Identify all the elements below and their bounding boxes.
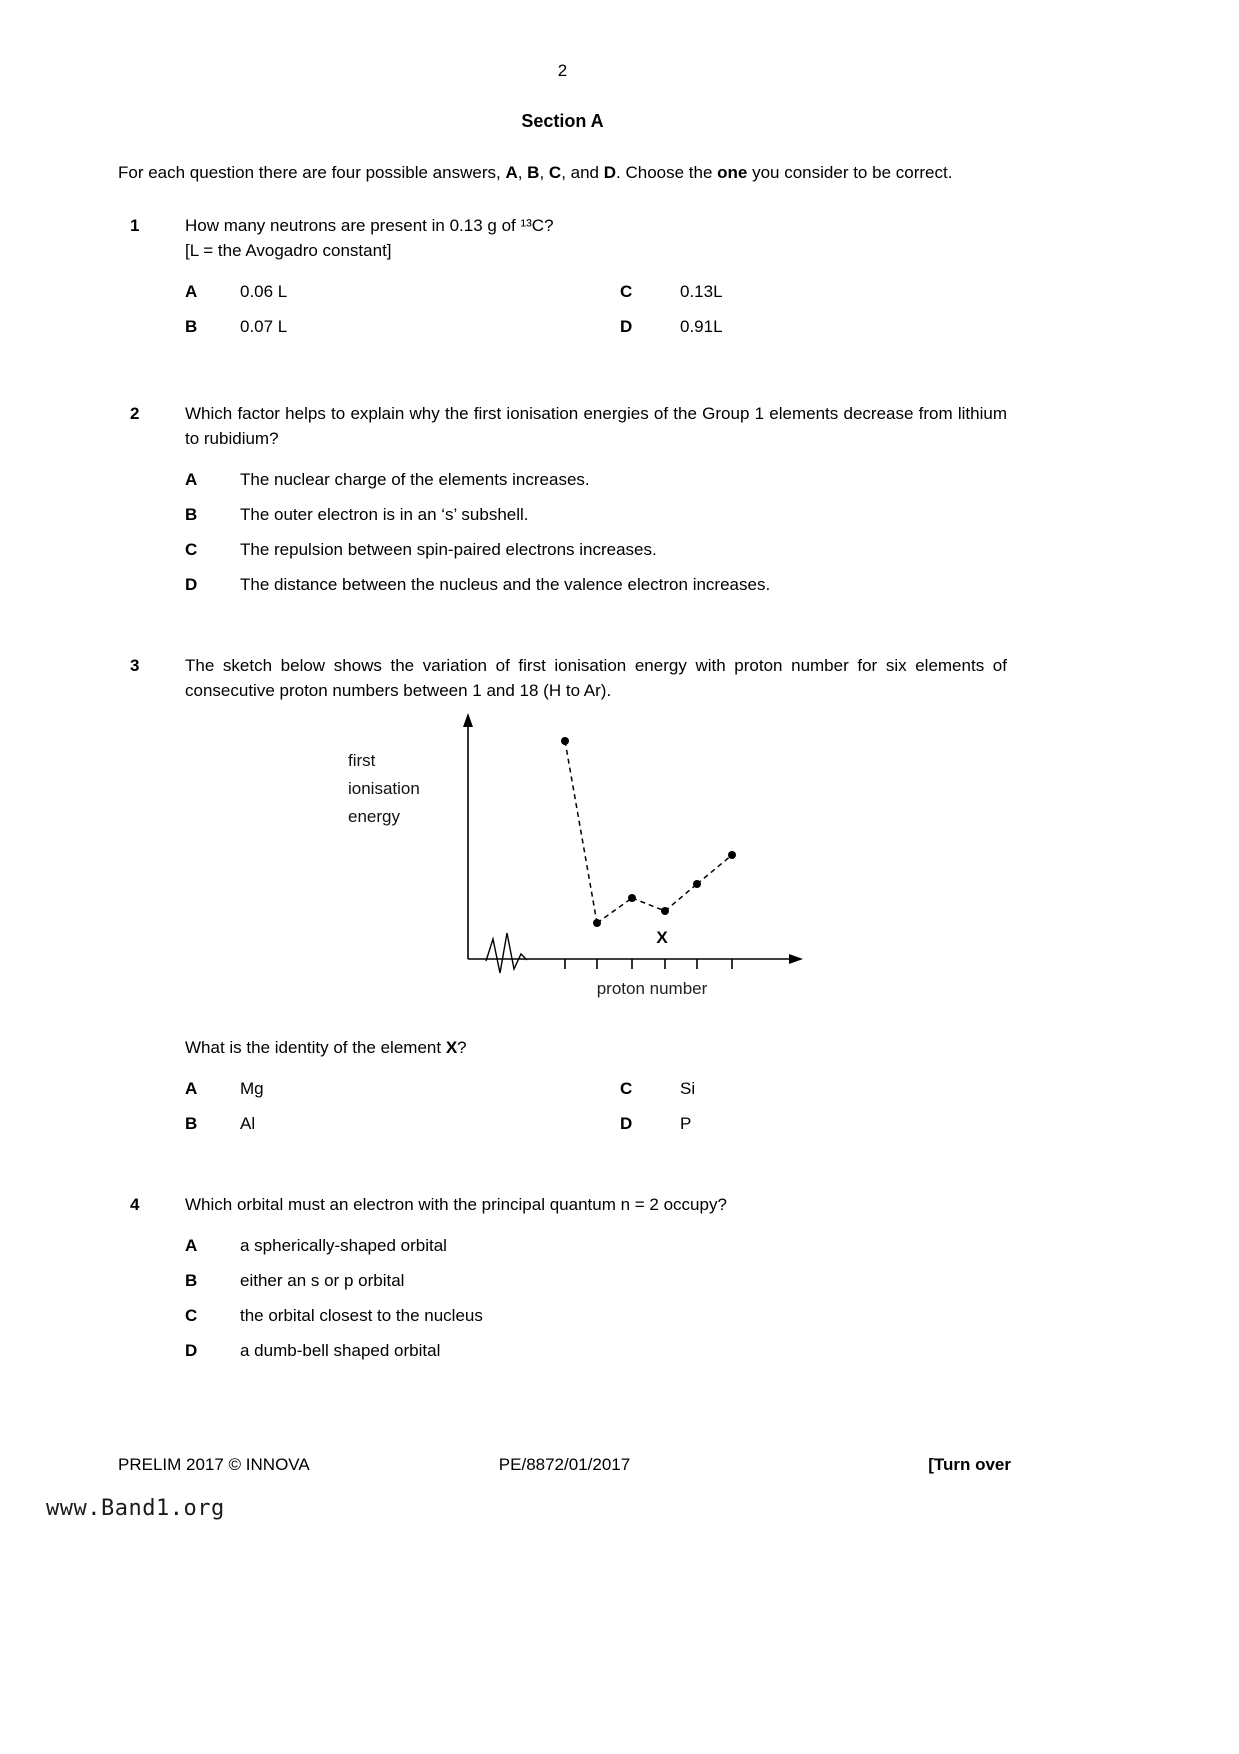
option-value-b: Al xyxy=(240,1114,256,1133)
option-letter-b: B xyxy=(185,505,198,524)
intro-bold-a: A xyxy=(505,163,518,182)
page-number: 2 xyxy=(557,61,568,80)
y-axis-arrow-icon xyxy=(463,713,473,727)
option-text-a: a spherically-shaped orbital xyxy=(240,1236,447,1255)
option-letter-c: C xyxy=(620,282,633,301)
option-letter-b: B xyxy=(185,1114,198,1133)
question-2-options xyxy=(185,467,1007,597)
option-letter-d: D xyxy=(185,1341,198,1360)
intro-bold-one: one xyxy=(717,163,748,182)
question-1 xyxy=(118,213,1007,339)
option-text-b: The outer electron is in an ‘s’ subshell. xyxy=(240,505,529,524)
option-value-a: Mg xyxy=(240,1079,264,1098)
question-4-options xyxy=(185,1233,1007,1363)
option-text-c: the orbital closest to the nucleus xyxy=(240,1306,483,1325)
question-3-number: 3 xyxy=(130,656,140,675)
option-text-a: The nuclear charge of the elements increases. xyxy=(240,470,590,489)
question-3-subquestion: What is the identity of the element X? xyxy=(185,1038,467,1057)
intro-bold-b: B xyxy=(527,163,540,182)
question-2-number: 2 xyxy=(130,404,140,423)
question-4-number: 4 xyxy=(130,1195,140,1214)
question-1-number: 1 xyxy=(130,216,140,235)
option-value-a: 0.06 L xyxy=(240,282,288,301)
option-d xyxy=(185,1338,1007,1363)
question-4-text: Which orbital must an electron with the principal quantum n = 2 occupy? xyxy=(185,1195,727,1214)
x-axis-arrow-icon xyxy=(789,954,803,964)
question-1-note: [L = the Avogadro constant] xyxy=(185,241,392,260)
element-x-bold: X xyxy=(445,1038,458,1057)
y-axis-label-line1: first xyxy=(348,751,376,770)
question-2 xyxy=(118,401,1007,597)
ionisation-energy-sketch xyxy=(340,711,1007,1021)
sketch-graph xyxy=(340,711,820,1021)
option-letter-d: D xyxy=(185,575,198,594)
option-c xyxy=(185,537,1007,562)
intro-paragraph: For each question there are four possible answers, A, B, C, and D. Choose the one you consider to be correct. xyxy=(118,163,953,182)
question-1-options xyxy=(185,279,1007,339)
footer-exam-credit: PRELIM 2017 © INNOVA xyxy=(118,1455,310,1474)
option-text-d: a dumb-bell shaped orbital xyxy=(240,1341,441,1360)
option-letter-a: A xyxy=(185,470,198,489)
option-value-b: 0.07 L xyxy=(240,317,288,336)
question-3-options xyxy=(185,1076,1007,1136)
option-letter-c: C xyxy=(620,1079,633,1098)
chart-points xyxy=(561,737,736,969)
option-c xyxy=(185,1303,1007,1328)
option-value-c: 0.13L xyxy=(680,282,723,301)
question-4 xyxy=(118,1192,1007,1363)
question-3-text: The sketch below shows the variation of first ionisation energy with proton number for six elements of consecutive proton numbers between 1 and 18 (H to Ar). xyxy=(185,656,1007,700)
option-letter-a: A xyxy=(185,1079,198,1098)
question-2-text: Which factor helps to explain why the first ionisation energies of the Group 1 elements decrease from lithium to rubidium? xyxy=(185,404,1007,448)
option-text-c: The repulsion between spin-paired electrons increases. xyxy=(240,540,657,559)
option-value-c: Si xyxy=(680,1079,696,1098)
option-value-d: P xyxy=(680,1114,692,1133)
footer-turn-over: [Turn over xyxy=(928,1455,1011,1474)
footer-paper-code: PE/8872/01/2017 xyxy=(498,1455,631,1474)
question-3 xyxy=(118,653,1007,1136)
x-axis-label: proton number xyxy=(596,979,708,998)
option-b xyxy=(185,502,1007,527)
option-a xyxy=(185,1233,1007,1258)
y-axis-label-line2: ionisation xyxy=(348,779,420,798)
point-x-annotation: X xyxy=(656,928,668,947)
option-value-d: 0.91L xyxy=(680,317,723,336)
option-letter-a: A xyxy=(185,282,198,301)
option-letter-b: B xyxy=(185,317,198,336)
question-1-text: How many neutrons are present in 0.13 g of ¹³C? [L = the Avogadro constant] xyxy=(185,216,554,260)
intro-text: For each question there are four possible answers, xyxy=(118,163,506,182)
option-a xyxy=(185,467,1007,492)
option-letter-d: D xyxy=(620,1114,633,1133)
option-letter-d: D xyxy=(620,317,633,336)
option-letter-a: A xyxy=(185,1236,198,1255)
option-text-b: either an s or p orbital xyxy=(240,1271,405,1290)
option-text-d: The distance between the nucleus and the valence electron increases. xyxy=(240,575,771,594)
y-axis-label-line3: energy xyxy=(348,807,400,826)
intro-bold-c: C xyxy=(548,163,562,182)
option-b xyxy=(185,1268,1007,1293)
section-title: Section A xyxy=(521,111,604,131)
watermark-url: www.Band1.org xyxy=(46,1496,225,1521)
page-footer xyxy=(118,1452,1011,1477)
axis-break-squiggle xyxy=(486,933,527,973)
option-letter-b: B xyxy=(185,1271,198,1290)
option-letter-c: C xyxy=(185,540,198,559)
option-letter-c: C xyxy=(185,1306,198,1325)
intro-bold-d: D xyxy=(603,163,617,182)
option-d xyxy=(185,572,1007,597)
